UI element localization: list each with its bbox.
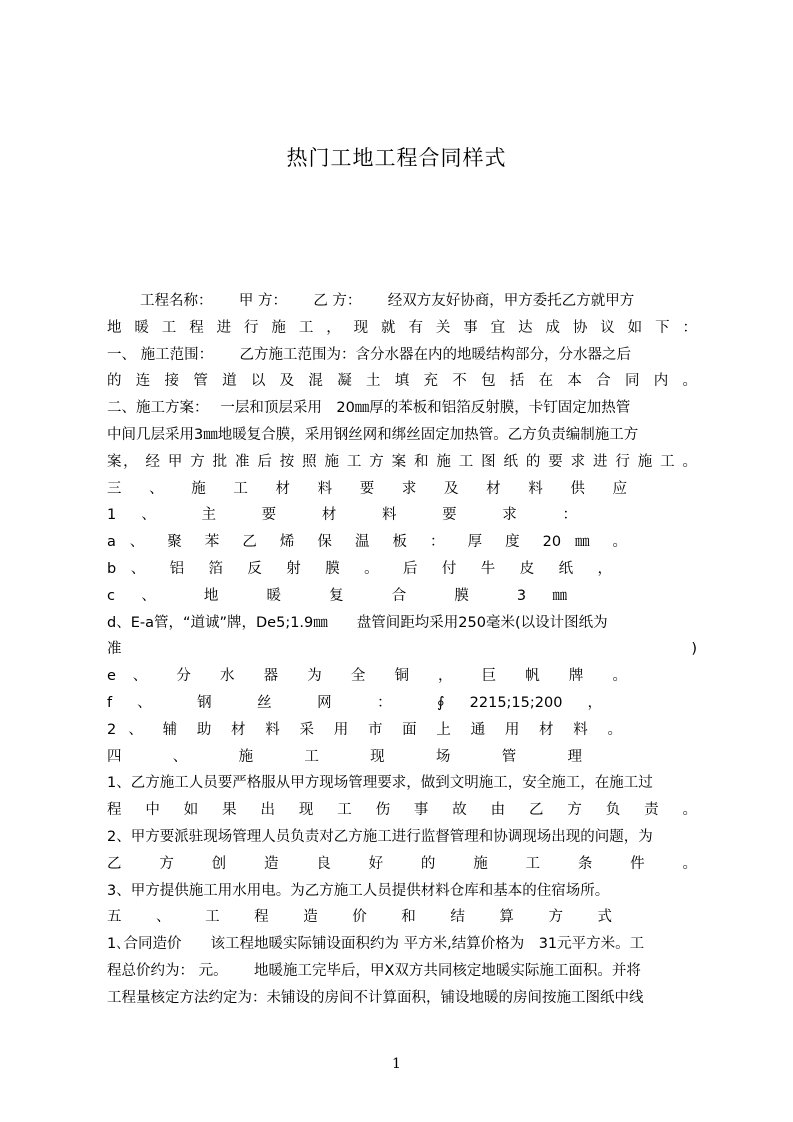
text-line: c 、 地 暖 复 合 膜 3 ㎜ <box>107 587 567 604</box>
text-line: 二、施工方案： 一层和顶层采用 20㎜厚的苯板和铝箔反射膜，卡钉固定加热管 <box>107 400 631 417</box>
text-line: ) <box>691 641 697 658</box>
document-body <box>107 288 697 1012</box>
text-line: 乙 方 创 造 良 好 的 施 工 条 件 。 <box>107 855 697 872</box>
text-line: 的 连 接 管 道 以 及 混 凝 土 填 充 不 包 括 在 本 合 同 内 。 <box>107 373 697 390</box>
text-line: 准 <box>107 641 122 658</box>
text-line: 2 、 辅 助 材 料 采 用 市 面 上 通 用 材 料 。 <box>107 721 622 738</box>
section-heading: 五 、 工 程 造 价 和 结 算 方 式 <box>107 909 612 926</box>
document-title: 热门工地工程合同样式 <box>286 146 507 170</box>
section-heading: 四 、 施 工 现 场 管 理 <box>107 748 582 765</box>
text-line: 案， 经 甲 方 批 准 后 按 照 施 工 方 案 和 施 工 图 纸 的 要 求 进 行 施 工 。 <box>107 453 697 470</box>
text-line: d、E-a管，“道诚”牌，De5;1.9㎜ 盘管间距均采用250毫米(以设计图纸为 <box>107 614 608 631</box>
text-line: 1 、 主 要 材 料 要 求 ： <box>107 507 577 524</box>
text-line: 一、 施工范围： 乙方施工范围为：含分水器在内的地暖结构部分，分水器之后 <box>107 346 631 363</box>
text-line: 1､合同造价 该工程地暖实际铺设面积约为 平方米,结算价格为 31元平方米。工 <box>107 936 645 953</box>
text-line: e 、 分 水 器 为 全 铜 ， 巨 帆 牌 。 <box>107 668 627 685</box>
text-line: 程 中 如 果 出 现 工 伤 事 故 由 乙 方 负 责 。 <box>107 802 697 819</box>
text-line: 工程量核定方法约定为：未铺设的房间不计算面积，铺设地暖的房间按施工图纸中线 <box>107 989 644 1006</box>
text-line: 工程名称： 甲 方： 乙 方： 经双方友好协商，甲方委托乙方就甲方 <box>140 293 635 309</box>
text-line: 地 暖 工 程 进 行 施 工 ， 现 就 有 关 事 宜 达 成 协 议 如 下 ： <box>107 319 697 336</box>
page-number: 1 <box>392 1056 401 1072</box>
text-line: a 、 聚 苯 乙 烯 保 温 板 ： 厚 度 20 ㎜ 。 <box>107 534 627 551</box>
text-line: 1、乙方施工人员要严格服从甲方现场管理要求，做到文明施工，安全施工，在施工过 <box>107 775 653 792</box>
text-line: 程总价约为： 元。 地暖施工完毕后，甲X双方共同核定地暖实际施工面积。并将 <box>107 962 641 979</box>
text-line: b 、 铝 箔 反 射 膜 。 后 付 牛 皮 纸 ， <box>107 560 612 577</box>
text-line: 2、甲方要派驻现场管理人员负责对乙方施工进行监督管理和协调现场出现的问题，为 <box>107 828 653 845</box>
text-line: 中间几层采用3㎜地暖复合膜，采用钢丝网和绑丝固定加热管。乙方负责编制施工方 <box>107 426 639 443</box>
section-heading: 三 、 施 工 材 料 要 求 及 材 料 供 应 <box>107 480 627 497</box>
text-line: f 、 钢 丝 网 ： ∮ 2215;15;200 ， <box>107 694 602 711</box>
text-line: 3、甲方提供施工用水用电。为乙方施工人员提供材料仓库和基本的住宿场所。 <box>107 882 610 899</box>
